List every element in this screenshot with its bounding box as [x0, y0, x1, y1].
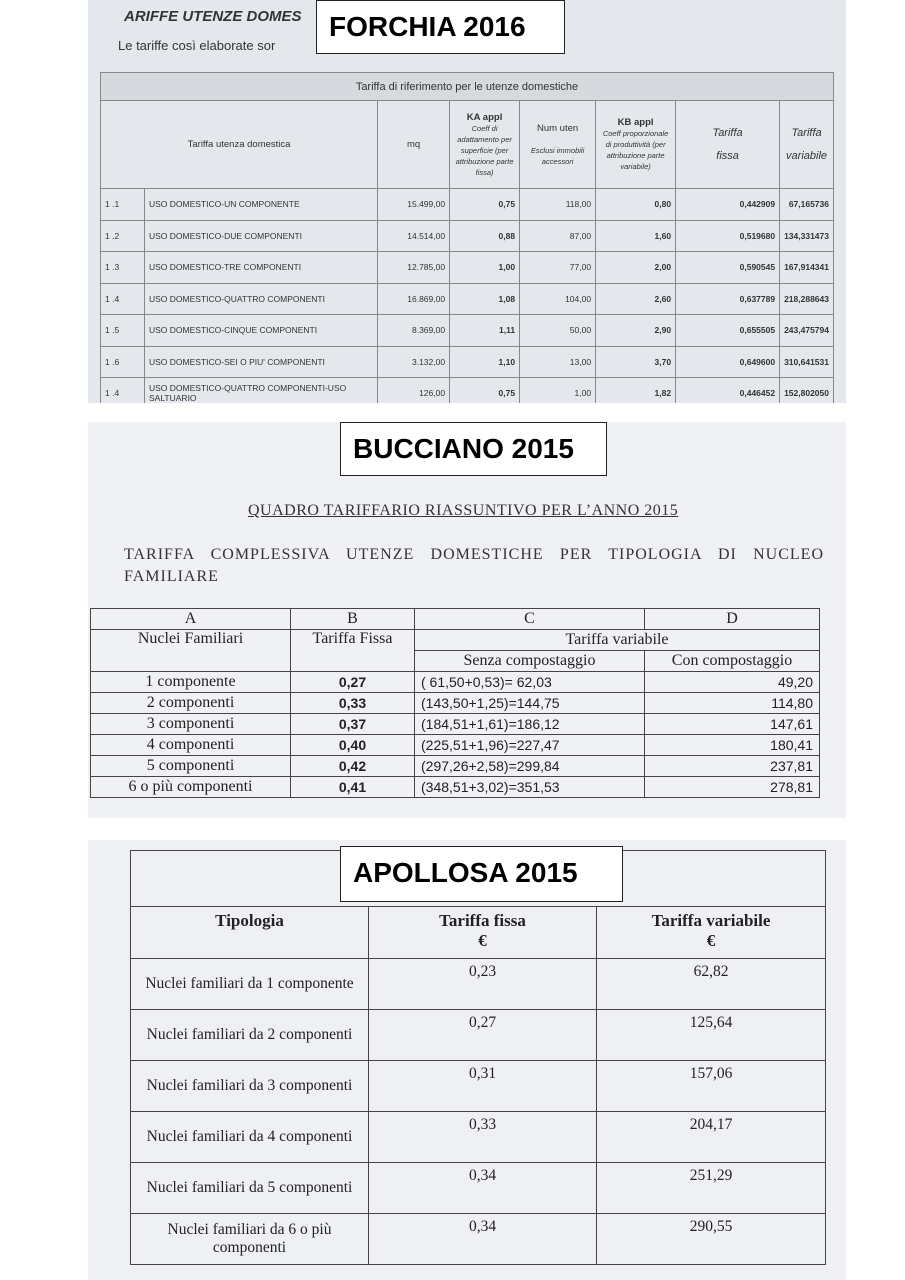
forchia-cell-fissa: 0,655505 [676, 315, 780, 347]
forchia-cell-variabile: 243,475794 [780, 315, 834, 347]
forchia-cell-variabile: 167,914341 [780, 252, 834, 284]
apollosa-row [131, 959, 826, 1010]
forchia-row [101, 220, 834, 252]
forchia-cell-ka: 0,75 [450, 378, 520, 404]
bucciano-cell-fissa: 0,37 [291, 714, 415, 735]
forchia-fissa-1: Tariffa [712, 127, 743, 139]
bucciano-cell-senza: (297,26+2,58)=299,84 [415, 756, 645, 777]
forchia-cell-kb: 2,90 [596, 315, 676, 347]
forchia-cell-desc: USO DOMESTICO-TRE COMPONENTI [145, 252, 378, 284]
bucciano-cell-con: 278,81 [645, 777, 820, 798]
apollosa-photo [88, 840, 846, 1280]
forchia-table-title: Tariffa di riferimento per le utenze domestiche [101, 73, 834, 101]
forchia-cell-fissa: 0,637789 [676, 283, 780, 315]
bucciano-col-c: C [415, 609, 645, 630]
apollosa-row [131, 1061, 826, 1112]
bucciano-cell-nucleo: 4 componenti [91, 735, 291, 756]
apollosa-cell-fissa: 0,27 [369, 1010, 597, 1061]
bucciano-cell-nucleo: 3 componenti [91, 714, 291, 735]
forchia-cell-mq: 14.514,00 [378, 220, 450, 252]
forchia-cell-kb: 1,82 [596, 378, 676, 404]
bucciano-subtitle: TARIFFA COMPLESSIVA UTENZE DOMESTICHE PER TIPOLOGIA DI NUCLEO FAMILIARE [124, 546, 824, 585]
bucciano-tariff-table [90, 608, 820, 798]
forchia-cell-kb: 3,70 [596, 346, 676, 378]
bucciano-col-d: D [645, 609, 820, 630]
forchia-row [101, 283, 834, 315]
forchia-cell-kb: 2,60 [596, 283, 676, 315]
forchia-cell-mq: 15.499,00 [378, 189, 450, 221]
forchia-photo [88, 0, 846, 403]
forchia-cell-code: 1 .1 [101, 189, 145, 221]
bucciano-row [91, 672, 820, 693]
forchia-cell-mq: 12.785,00 [378, 252, 450, 284]
forchia-cell-code: 1 .6 [101, 346, 145, 378]
apollosa-cell-fissa: 0,31 [369, 1061, 597, 1112]
bucciano-cell-con: 237,81 [645, 756, 820, 777]
bucciano-cell-con: 180,41 [645, 735, 820, 756]
apollosa-cell-fissa: 0,34 [369, 1214, 597, 1265]
bucciano-photo [88, 422, 846, 818]
bucciano-cell-con: 114,80 [645, 693, 820, 714]
forchia-intro-line: Le tariffe così elaborate sor [118, 38, 276, 53]
forchia-col-kb [596, 101, 676, 189]
bucciano-col-variabile: Tariffa variabile [415, 630, 820, 651]
forchia-cell-kb: 0,80 [596, 189, 676, 221]
forchia-row [101, 189, 834, 221]
apollosa-cell-variabile: 251,29 [597, 1163, 826, 1214]
forchia-col-ka [450, 101, 520, 189]
apollosa-row [131, 1163, 826, 1214]
forchia-cell-num: 87,00 [520, 220, 596, 252]
forchia-cell-ka: 1,11 [450, 315, 520, 347]
forchia-var-2: variabile [786, 150, 828, 162]
apollosa-cell-variabile: 157,06 [597, 1061, 826, 1112]
forchia-cell-ka: 1,10 [450, 346, 520, 378]
bucciano-cell-fissa: 0,42 [291, 756, 415, 777]
apollosa-fissa-label: Tariffa fissa [439, 911, 526, 930]
apollosa-cell-tipo: Nuclei familiari da 5 componenti [131, 1163, 369, 1214]
apollosa-cell-variabile: 204,17 [597, 1112, 826, 1163]
bucciano-cell-con: 147,61 [645, 714, 820, 735]
bucciano-col-b: B [291, 609, 415, 630]
bucciano-row [91, 756, 820, 777]
forchia-header-line: ARIFFE UTENZE DOMES [124, 8, 302, 25]
forchia-cell-fissa: 0,442909 [676, 189, 780, 221]
forchia-row [101, 315, 834, 347]
forchia-cell-code: 1 .2 [101, 220, 145, 252]
forchia-cell-mq: 16.869,00 [378, 283, 450, 315]
forchia-cell-fissa: 0,590545 [676, 252, 780, 284]
forchia-ka-desc: Coeff di adattamento per superficie (per attribuzione parte fissa) [455, 123, 514, 177]
apollosa-cell-tipo: Nuclei familiari da 4 componenti [131, 1112, 369, 1163]
bucciano-col-a: A [91, 609, 291, 630]
forchia-cell-num: 1,00 [520, 378, 596, 404]
forchia-cell-variabile: 67,165736 [780, 189, 834, 221]
forchia-row [101, 378, 834, 404]
apollosa-cell-variabile: 290,55 [597, 1214, 826, 1265]
bucciano-row [91, 714, 820, 735]
bucciano-row [91, 693, 820, 714]
bucciano-col-fissa: Tariffa Fissa [291, 630, 415, 672]
bucciano-cell-senza: (184,51+1,61)=186,12 [415, 714, 645, 735]
apollosa-cell-variabile: 62,82 [597, 959, 826, 1010]
apollosa-variabile-currency: € [706, 931, 716, 950]
apollosa-cell-tipo: Nuclei familiari da 2 componenti [131, 1010, 369, 1061]
forchia-cell-code: 1 .4 [101, 378, 145, 404]
forchia-cell-code: 1 .4 [101, 283, 145, 315]
forchia-col-num [520, 101, 596, 189]
forchia-kb-desc: Coeff proporzionale di produttività (per attribuzione parte variabile) [602, 129, 669, 171]
bucciano-cell-nucleo: 6 o più componenti [91, 777, 291, 798]
forchia-cell-code: 1 .5 [101, 315, 145, 347]
forchia-cell-desc: USO DOMESTICO-CINQUE COMPONENTI [145, 315, 378, 347]
apollosa-cell-fissa: 0,23 [369, 959, 597, 1010]
forchia-cell-mq: 3.132,00 [378, 346, 450, 378]
apollosa-cell-tipo: Nuclei familiari da 1 componente [131, 959, 369, 1010]
apollosa-tariff-table [130, 850, 826, 1265]
forchia-cell-variabile: 310,641531 [780, 346, 834, 378]
forchia-cell-ka: 1,00 [450, 252, 520, 284]
bucciano-cell-nucleo: 2 componenti [91, 693, 291, 714]
apollosa-col-variabile [597, 907, 826, 959]
forchia-cell-num: 77,00 [520, 252, 596, 284]
forchia-cell-num: 104,00 [520, 283, 596, 315]
forchia-cell-num: 118,00 [520, 189, 596, 221]
forchia-cell-kb: 1,60 [596, 220, 676, 252]
forchia-cell-variabile: 152,802050 [780, 378, 834, 404]
bucciano-title: QUADRO TARIFFARIO RIASSUNTIVO PER L’ANNO 2015 [248, 502, 679, 519]
apollosa-label: APOLLOSA 2015 [340, 846, 623, 902]
bucciano-cell-con: 49,20 [645, 672, 820, 693]
bucciano-cell-fissa: 0,27 [291, 672, 415, 693]
forchia-cell-fissa: 0,446452 [676, 378, 780, 404]
forchia-cell-fissa: 0,649600 [676, 346, 780, 378]
forchia-cell-desc: USO DOMESTICO-DUE COMPONENTI [145, 220, 378, 252]
apollosa-row [131, 1010, 826, 1061]
apollosa-cell-fissa: 0,34 [369, 1163, 597, 1214]
forchia-cell-variabile: 218,288643 [780, 283, 834, 315]
forchia-cell-num: 13,00 [520, 346, 596, 378]
forchia-kb-title: KB appl [617, 117, 654, 128]
apollosa-row [131, 1112, 826, 1163]
forchia-var-1: Tariffa [791, 127, 822, 139]
bucciano-cell-senza: (225,51+1,96)=227,47 [415, 735, 645, 756]
forchia-cell-ka: 1,08 [450, 283, 520, 315]
apollosa-fissa-currency: € [478, 931, 487, 950]
bucciano-row [91, 777, 820, 798]
forchia-tariff-table [100, 72, 834, 403]
bucciano-col-senza: Senza compostaggio [415, 651, 645, 672]
forchia-cell-num: 50,00 [520, 315, 596, 347]
forchia-cell-kb: 2,00 [596, 252, 676, 284]
bucciano-cell-senza: (348,51+3,02)=351,53 [415, 777, 645, 798]
forchia-cell-fissa: 0,519680 [676, 220, 780, 252]
bucciano-label: BUCCIANO 2015 [340, 422, 607, 476]
forchia-cell-desc: USO DOMESTICO-UN COMPONENTE [145, 189, 378, 221]
forchia-cell-mq: 126,00 [378, 378, 450, 404]
forchia-label: FORCHIA 2016 [316, 0, 565, 54]
forchia-col-mq: mq [378, 101, 450, 189]
apollosa-cell-tipo: Nuclei familiari da 3 componenti [131, 1061, 369, 1112]
forchia-cell-variabile: 134,331473 [780, 220, 834, 252]
forchia-row [101, 252, 834, 284]
forchia-cell-ka: 0,75 [450, 189, 520, 221]
apollosa-variabile-label: Tariffa variabile [651, 911, 771, 930]
apollosa-cell-fissa: 0,33 [369, 1112, 597, 1163]
bucciano-cell-nucleo: 1 componente [91, 672, 291, 693]
bucciano-cell-senza: ( 61,50+0,53)= 62,03 [415, 672, 645, 693]
bucciano-cell-fissa: 0,40 [291, 735, 415, 756]
apollosa-row [131, 1214, 826, 1265]
forchia-num-title: Num uten [536, 122, 579, 134]
forchia-cell-code: 1 .3 [101, 252, 145, 284]
forchia-cell-mq: 8.369,00 [378, 315, 450, 347]
forchia-col-fissa [676, 101, 780, 189]
apollosa-col-tipologia: Tipologia [131, 907, 369, 959]
apollosa-cell-tipo: Nuclei familiari da 6 o più componenti [131, 1214, 369, 1265]
bucciano-row [91, 735, 820, 756]
bucciano-cell-fissa: 0,33 [291, 693, 415, 714]
forchia-col-variabile [780, 101, 834, 189]
forchia-ka-title: KA appl [466, 111, 503, 123]
forchia-cell-ka: 0,88 [450, 220, 520, 252]
forchia-cell-desc: USO DOMESTICO-QUATTRO COMPONENTI-USO SALTUARIO [145, 378, 378, 404]
bucciano-cell-fissa: 0,41 [291, 777, 415, 798]
bucciano-col-con: Con compostaggio [645, 651, 820, 672]
bucciano-cell-nucleo: 5 componenti [91, 756, 291, 777]
bucciano-col-nuclei: Nuclei Familiari [91, 630, 291, 672]
forchia-cell-desc: USO DOMESTICO-QUATTRO COMPONENTI [145, 283, 378, 315]
forchia-row [101, 346, 834, 378]
apollosa-col-fissa [369, 907, 597, 959]
forchia-cell-desc: USO DOMESTICO-SEI O PIU' COMPONENTI [145, 346, 378, 378]
apollosa-cell-variabile: 125,64 [597, 1010, 826, 1061]
bucciano-cell-senza: (143,50+1,25)=144,75 [415, 693, 645, 714]
forchia-col-utenza: Tariffa utenza domestica [101, 101, 378, 189]
forchia-fissa-2: fissa [716, 150, 739, 162]
forchia-num-desc: Esclusi immobili accessori [530, 145, 585, 166]
